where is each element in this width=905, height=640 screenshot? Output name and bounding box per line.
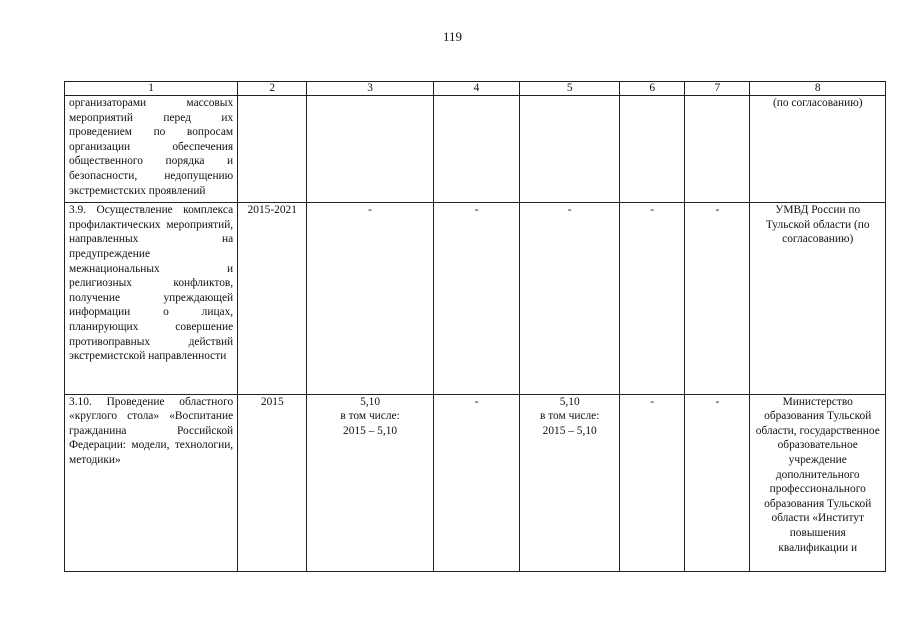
- table-row: [65, 203, 886, 394]
- funding-cell: -: [685, 203, 750, 394]
- column-header: 1: [65, 82, 238, 96]
- column-header: 4: [433, 82, 520, 96]
- funding-cell: [520, 203, 620, 394]
- column-header: 2: [238, 82, 307, 96]
- total-funding-cell: [307, 394, 433, 571]
- funding-cell: [520, 96, 620, 203]
- funding-cell: -: [620, 394, 685, 571]
- funding-cell: -: [685, 394, 750, 571]
- period-cell: [238, 96, 307, 203]
- column-header: 8: [750, 82, 886, 96]
- funding-line: в том числе:: [540, 410, 600, 423]
- period-cell: 2015: [238, 394, 307, 571]
- responsible-cell: УМВД России по Тульской области (по согласованию): [750, 203, 886, 394]
- event-cell: организаторами массовых мероприятий перед их проведением по вопросам организации обеспечения общественного порядка и безопасности, недопущению экстремистских проявлений: [65, 96, 238, 203]
- total-funding-cell: [307, 203, 433, 394]
- column-header: 5: [520, 82, 620, 96]
- column-header: 3: [307, 82, 433, 96]
- event-cell: 3.9. Осуществление комплекса профилактических мероприятий, направленных на предупреждение межнациональных и религиозных конфликтов, получение упреждающей информации о лицах, планирующих совершение противоправных действий экстремистской направленности: [65, 203, 238, 394]
- period-cell: 2015-2021: [238, 203, 307, 394]
- funding-cell: -: [433, 203, 520, 394]
- funding-cell: [433, 96, 520, 203]
- funding-line: 5,10: [360, 395, 381, 408]
- column-header: 6: [620, 82, 685, 96]
- funding-cell: -: [620, 203, 685, 394]
- funding-line: -: [368, 204, 372, 217]
- funding-line: 5,10: [559, 395, 580, 408]
- responsible-cell: (по согласованию): [750, 96, 886, 203]
- program-activities-table: [64, 81, 886, 572]
- funding-cell: [620, 96, 685, 203]
- funding-cell: -: [433, 394, 520, 571]
- total-funding-cell: [307, 96, 433, 203]
- column-header: 7: [685, 82, 750, 96]
- event-cell: 3.10. Проведение областного «круглого стола» «Воспитание гражданина Российской Федерации: модели, технологии, методики»: [65, 394, 238, 571]
- column-number-row: [65, 82, 886, 96]
- funding-line: -: [567, 204, 572, 217]
- table-row: [65, 96, 886, 203]
- funding-line: в том числе:: [340, 410, 400, 423]
- table-row: [65, 394, 886, 571]
- page-number: 119: [442, 29, 463, 44]
- funding-cell: [520, 394, 620, 571]
- funding-line: 2015 – 5,10: [542, 424, 597, 437]
- funding-line: 2015 – 5,10: [343, 424, 398, 437]
- funding-cell: [685, 96, 750, 203]
- responsible-cell: Министерство образования Тульской области, государственное образовательное учреждение дополнительного профессионального образования Тульской области «Институт повышения квалификации и: [750, 394, 886, 571]
